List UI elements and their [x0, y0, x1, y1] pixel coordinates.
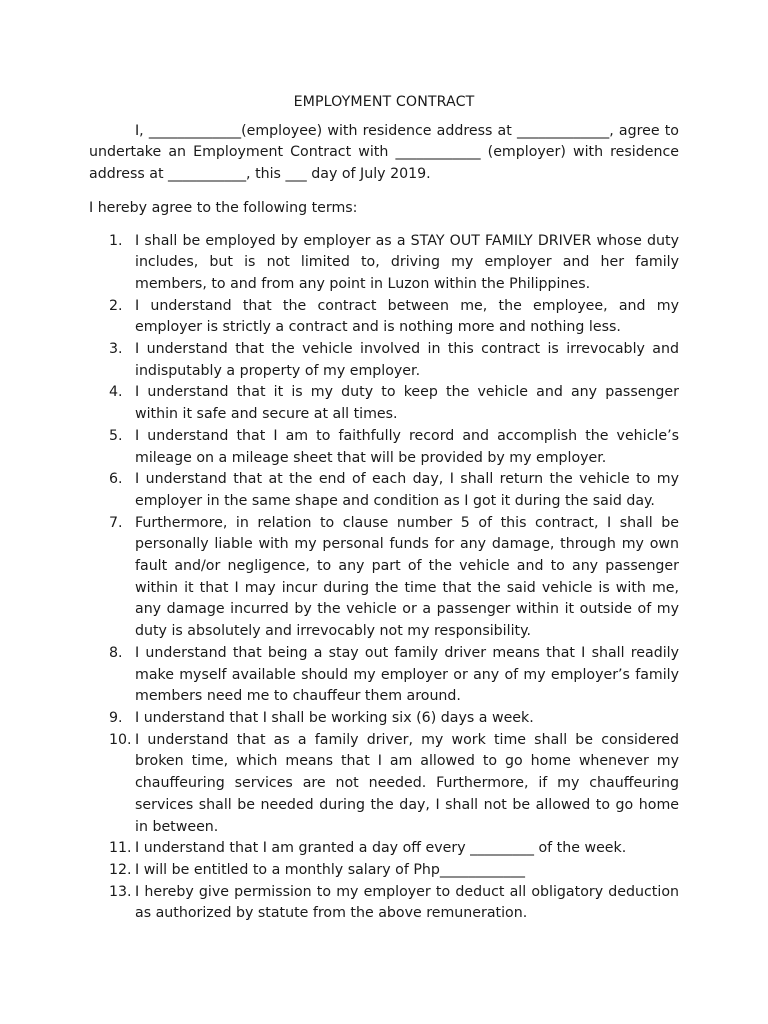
- term-item: [89, 382, 679, 425]
- term-item: [89, 838, 679, 860]
- term-item: [89, 860, 679, 882]
- term-number: 8.: [109, 644, 123, 661]
- agree-line: I hereby agree to the following terms:: [89, 199, 358, 216]
- term-text: I understand that it is my duty to keep the vehicle and any passenger within it safe and secure at all times.: [135, 384, 679, 423]
- term-item: [89, 231, 679, 296]
- term-number: 13.: [109, 883, 132, 900]
- term-item: [89, 469, 679, 512]
- term-number: 9.: [109, 709, 123, 726]
- term-text: I shall be employed by employer as a STAY OUT FAMILY DRIVER whose duty includes, but is not limited to, driving my employer and her family members, to and from any point in Luzon within the Philippines.: [135, 232, 679, 292]
- term-item: [89, 339, 679, 382]
- term-item: [89, 730, 679, 839]
- term-text: I understand that being a stay out family driver means that I shall readily make myself available should my employer or any of my employer’s family members need me to chauffeur them around.: [135, 644, 679, 705]
- term-text: I understand that I am to faithfully record and accomplish the vehicle’s mileage on a mileage sheet that will be provided by my employer.: [135, 427, 679, 466]
- term-number: 2.: [109, 297, 123, 314]
- term-text: I understand that I am granted a day off every _________ of the week.: [135, 840, 627, 857]
- document-title: EMPLOYMENT CONTRACT: [293, 94, 475, 110]
- term-text: I understand that as a family driver, my work time shall be considered broken time, which means that I am allowed to go home whenever my chauffeuring services are not needed. Furthermore, if my chauffeuring services shall be needed during the day, I shall not be allowed to go home in between.: [135, 731, 679, 835]
- term-number: 7.: [109, 514, 123, 531]
- term-number: 1.: [109, 232, 123, 249]
- terms-list: [89, 231, 679, 926]
- term-item: [89, 513, 679, 643]
- term-item: [89, 708, 679, 730]
- term-number: 6.: [109, 471, 123, 488]
- term-text: Furthermore, in relation to clause number 5 of this contract, I shall be personally liable with my personal funds for any damage, through my own fault and/or negligence, to any part of the vehicle and to any passenger within it that I may incur during the time that the said vehicle is with me, any damage incurred by the vehicle or a passenger within it outside of my duty is absolutely and irrevocably not my responsibility.: [135, 514, 679, 640]
- term-number: 11.: [109, 840, 132, 857]
- contract-page: [89, 92, 679, 925]
- term-item: [89, 882, 679, 925]
- term-number: 4.: [109, 384, 123, 401]
- term-number: 10.: [109, 731, 132, 748]
- term-number: 12.: [109, 861, 132, 878]
- term-number: 5.: [109, 427, 123, 444]
- term-number: 3.: [109, 341, 123, 358]
- term-text: I will be entitled to a monthly salary of Php____________: [135, 861, 526, 878]
- term-text: I understand that the contract between me, the employee, and my employer is strictly a contract and is nothing more and nothing less.: [135, 297, 679, 336]
- term-text: I hereby give permission to my employer to deduct all obligatory deduction as authorized by statute from the above remuneration.: [135, 883, 679, 922]
- term-item: [89, 426, 679, 469]
- intro-paragraph: I, _____________(employee) with residence address at _____________, agree to undertake an Employment Contract with ____________ (employer) with residence address at ___________, this ___ day of July 2019.: [89, 122, 679, 183]
- term-text: I understand that I shall be working six (6) days a week.: [135, 709, 534, 726]
- term-item: [89, 643, 679, 708]
- term-text: I understand that at the end of each day, I shall return the vehicle to my employer in the same shape and condition as I got it during the said day.: [135, 471, 679, 509]
- term-item: [89, 296, 679, 339]
- term-text: I understand that the vehicle involved in this contract is irrevocably and indisputably a property of my employer.: [135, 341, 679, 379]
